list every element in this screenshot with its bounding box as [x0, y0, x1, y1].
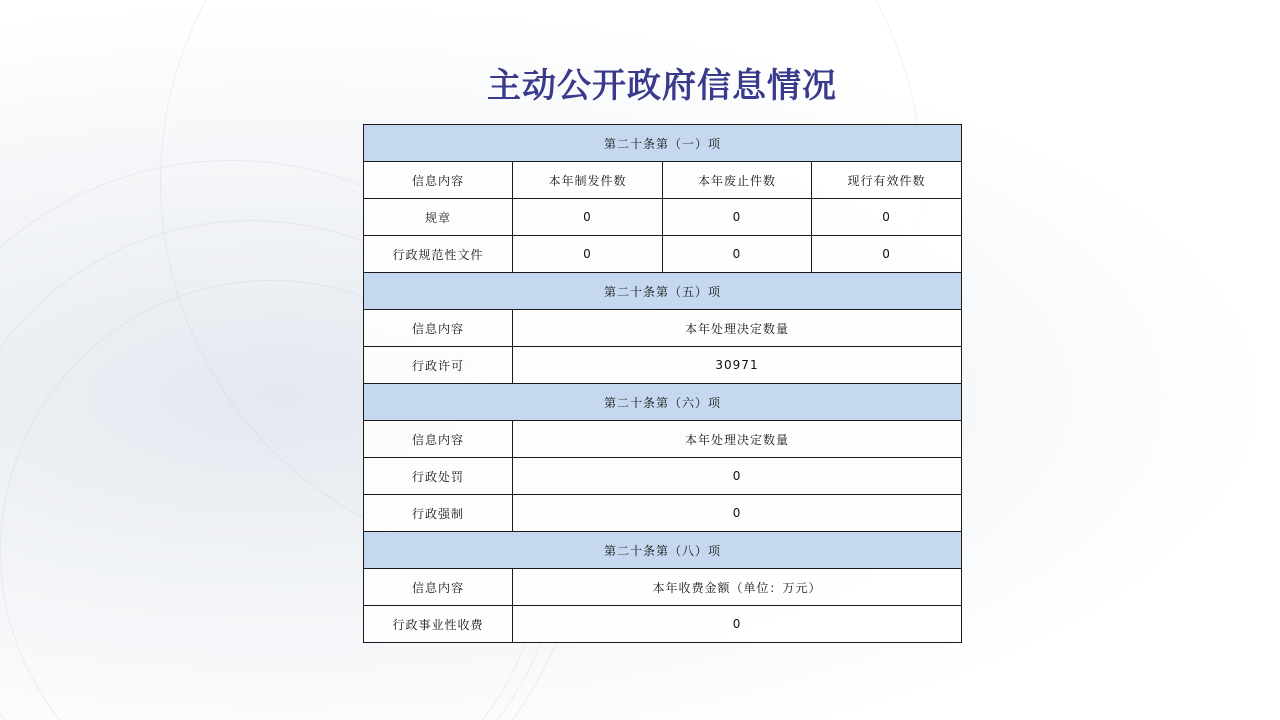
table-cell: 0: [513, 495, 962, 532]
info-table: [363, 124, 962, 643]
table-row: [364, 606, 962, 643]
column-header: 本年处理决定数量: [513, 421, 962, 458]
row-label: 行政强制: [364, 495, 513, 532]
table-row: [364, 347, 962, 384]
column-header-row: [364, 569, 962, 606]
row-label: 行政规范性文件: [364, 236, 513, 273]
column-header: 本年处理决定数量: [513, 310, 962, 347]
row-label: 行政许可: [364, 347, 513, 384]
column-header-row: [364, 421, 962, 458]
section-header: 第二十条第（五）项: [364, 273, 962, 310]
row-label: 行政处罚: [364, 458, 513, 495]
column-header-row: [364, 162, 962, 199]
section-header: 第二十条第（一）项: [364, 125, 962, 162]
table-row: [364, 495, 962, 532]
table-row: [364, 199, 962, 236]
column-header: 信息内容: [364, 162, 513, 199]
table-cell: 0: [663, 199, 812, 236]
table-cell: 0: [513, 236, 663, 273]
table-cell: 0: [513, 606, 962, 643]
column-header: 本年废止件数: [663, 162, 812, 199]
row-label: 规章: [364, 199, 513, 236]
column-header-row: [364, 310, 962, 347]
section-header: 第二十条第（八）项: [364, 532, 962, 569]
table-cell: 30971: [513, 347, 962, 384]
table-cell: 0: [663, 236, 812, 273]
row-label: 行政事业性收费: [364, 606, 513, 643]
table-row: [364, 458, 962, 495]
section-header-row: [364, 384, 962, 421]
table-cell: 0: [513, 458, 962, 495]
column-header: 信息内容: [364, 421, 513, 458]
section-header: 第二十条第（六）项: [364, 384, 962, 421]
column-header: 现行有效件数: [812, 162, 962, 199]
section-header-row: [364, 125, 962, 162]
page-title: 主动公开政府信息情况: [487, 66, 837, 106]
column-header: 信息内容: [364, 569, 513, 606]
table-cell: 0: [812, 199, 962, 236]
table-cell: 0: [812, 236, 962, 273]
section-header-row: [364, 273, 962, 310]
table-row: [364, 236, 962, 273]
table-cell: 0: [513, 199, 663, 236]
column-header: 本年收费金额（单位：万元）: [513, 569, 962, 606]
column-header: 信息内容: [364, 310, 513, 347]
column-header: 本年制发件数: [513, 162, 663, 199]
section-header-row: [364, 532, 962, 569]
